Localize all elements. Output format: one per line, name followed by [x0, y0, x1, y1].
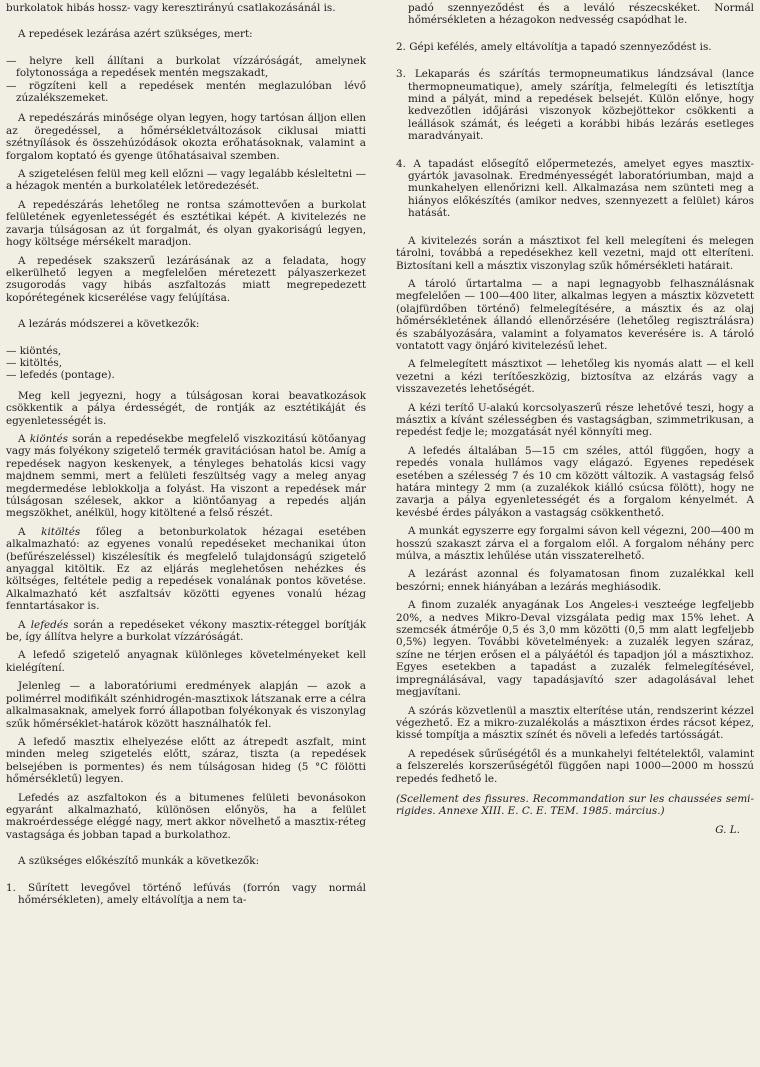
list-item: — helyre kell állítani a burkolat vízzáróságát, amelynek folytonossága a repedések mentén megszakadt, — [6, 54, 366, 80]
list-item: — lefedés (pontage). — [6, 369, 115, 382]
paragraph: burkolatok hibás hossz- vagy keresztirányú csatlakozásánál is. — [6, 2, 336, 14]
left-column — [6, 2, 366, 913]
list-item: — kitöltés, — [6, 356, 63, 369]
paragraph: A tároló űrtartalma — a napi legnagyobb felhasználásnak megfelelően — 100—400 liter, alkalmas legyen a másztix közvetett (olajfürdőben történő) felmelegítésére, a másztix és az olaj hőmérsékletének állandó ellenőrzésére (lehetőleg regisztrálásra) és szabályozására, valamint a folyamatos keverésére is. A tároló vontatott vagy önjáró kivitelezésű lehet. — [396, 277, 754, 352]
paragraph: A szórás közvetlenül a masztix elterítése után, rendszerint kézzel végezhető. Ez a mikro-zuzalékolás a másztixon érdes rácsot képez, kissé tompítja a másztix színét és növeli a lefedés tartósságát. — [396, 704, 754, 742]
list-item: — kiöntés, — [6, 344, 62, 357]
paragraph-kitoltes — [6, 526, 366, 613]
list-item-continued: padó szennyeződést és a leváló részecskéket. Normál hőmérsékleten a hézagokon nedvesség csapódhat le. — [408, 2, 754, 27]
source-citation: (Scellement des fissures. Recommandation sur les chaussées semi-rigides. Annexe XIII. E. C. E. TEM. 1985. március.) — [396, 792, 754, 818]
paragraph: A lezárás módszerei a következők: — [18, 318, 200, 331]
text: során a repedéseket vékony masztix-réteggel borítják be, így állítva helyre a burkolat vízzáróságát. — [6, 618, 367, 644]
author-signature: G. L. — [715, 823, 740, 836]
paragraph: A finom zuzalék anyagának Los Angeles-i veszteége legfeljebb 20%, a nedves Mikro-Deval vizsgálata pedig max 15% lehet. A szemcsék átmérője 0,5 és 3,0 mm közötti (0,5 mm alatt legfeljebb 0,5%) legyen. További követelmények: a zuzalék legyen száraz, színe ne térjen erősen el a pályáétól és tapadjon jól a másztixhoz. Egyes esetekben a tapadást a zuzalék felmelegítésével, impregnálásával, vagy tapadásjavító szer adagolásával lehet megjavítani. — [396, 599, 754, 699]
paragraph: A repedészárás minősége olyan legyen, hogy tartósan álljon ellen az öregedéssel, a hőmérsékletváltozások ciklusai miatti szétnyílások és összehúzódások okozta erőhatásoknak, valamint a forgalom koptató és gyenge ütőhatásaival szemben. — [6, 112, 366, 162]
paragraph: A repedések sűrűségétől és a munkahelyi feltételektől, valamint a felszerelés korszerűségétől függően napi 1000—2000 m hosszú repedés fedhető le. — [396, 747, 754, 785]
paragraph: A kivitelezés során a másztixot fel kell melegíteni és melegen tárolni, továbbá a repedésekhez kell vezetni, majd ott elteríteni. Biztosítani kell a másztix viszonylag szűk hőmérsékleti határait. — [396, 234, 754, 272]
paragraph: A lefedő masztix elhelyezése előtt az átrepedt aszfalt, mint minden meleg szigetelés előtt, száraz, tiszta (a repedések belsejében is pormentes) és nem túlságosan hideg (5 °C fölötti hőmérsékletű) legyen. — [6, 735, 366, 786]
paragraph: A felmelegített másztixot — lehetőleg kis nyomás alatt — el kell vezetni a kézi terítőeszközig, biztosítva az elzárás vagy a visszavezetés lehetőségét. — [396, 358, 754, 396]
list-item: 2. Gépi kefélés, amely eltávolítja a tapadó szennyeződést is. — [396, 40, 712, 53]
paragraph: A szigetelésen felül meg kell előzni — vagy legalább késleltetni — a hézagok mentén a burkolatélek letöredezését. — [6, 168, 366, 193]
paragraph: A lefedés általában 5—15 cm széles, attól függően, hogy a repedés vonala hullámos vagy elágazó. Egyenes repedések esetében a szélesség 7 és 10 cm között változik. A vastagság felső határa mintegy 2 mm (a zuzalékok kiálló csúcsa fölött), hogy ne zavarja a pálya egyenletességét és a forgalom kényelmét. A kevésbé érdes pályákon a vastagság csökkenthető. — [396, 444, 754, 519]
term-lefedes: lefedés — [30, 618, 69, 631]
text: során a repedésekbe megfelelő viszkozitású kötőanyag vagy más folyékony szigetelő termék gravitációsan hatol be. Amíg a repedések nagyon keskenyek, a tényleges behatolás kicsi vagy majdnem semmi, mert a felületi feszültség vagy a meleg anyag megdermedése leblokkolja a folyást. Ha viszont a repedések már túlságosan szélesek, akkor a kiöntőanyag a repedés alján megszökhet, anélkül, hogy kitöltené a felső részét. — [6, 432, 367, 520]
paragraph: A munkát egyszerre egy forgalmi sávon kell végezni, 200—400 m hosszú szakaszt zárva el a forgalom elől. A forgalom néhány perc múlva, a másztix lehűlése után visszaterelhető. — [396, 525, 754, 563]
paragraph: A kézi terítő U-alakú korcsolyaszerű része lehetővé teszi, hogy a másztix a kívánt szélességben és vastagságban, szimmetrikusan, a repedést fedje le; mozgatását nyél könnyíti meg. — [396, 401, 754, 439]
paragraph: A lezárást azonnal és folyamatosan finom zuzalékkal kell beszórni; ennek hiányában a lezárás meghiásodik. — [396, 568, 754, 593]
list-item: — rögzíteni kell a repedések mentén meglazulóban lévő zúzalékszemeket. — [6, 79, 366, 105]
list-item: 3. Lekaparás és szárítás termopneumatikus lándzsával (lance thermopneumatique), amely szárítja, felmelegíti és letisztítja mind a pályát, mind a repedések belsejét. Külön előnye, hogy kedvezőtlen időjárási viszonyok közbejöttekor csökkenti a leállások számát, és leégeti a korábbi hibás lezárás esetleges maradványait. — [396, 68, 754, 143]
text: A — [18, 432, 30, 445]
list-item: 1. Sűrített levegővel történő lefúvás (forrón vagy normál hőmérsékleten), amely eltávolítja a nem ta- — [6, 881, 366, 906]
paragraph: Lefedés az aszfaltokon és a bitumenes felületi bevonásokon egyaránt alkalmazható, különösen előnyös, ha a felület makroérdessége eléggé nagy, mert akkor növelhető a masztix-réteg vastagsága és jobban tapad a burkolathoz. — [6, 791, 366, 841]
paragraph: A repedések szakszerű lezárásának az a feladata, hogy elkerülhető legyen a megfelelően méretezett pályaszerkezet zsugorodás vagy hibás aszfaltozás miatt megrepedezett kopórétegének kicserélése vagy felújítása. — [6, 254, 366, 304]
term-kiontes: kiöntés — [29, 432, 68, 445]
text: A — [18, 618, 31, 631]
paragraph: A szükséges előkészítő munkák a következők: — [18, 855, 260, 868]
paragraph-kiontes — [6, 433, 366, 520]
list-item: 4. A tapadást elősegítő előpermetezés, amelyet egyes masztix-gyártók javasolnak. Eredményességét laboratóriumban, majd a munkahelyen ellenőrizni kell. Alkalmazása nem szünteti meg a hiányos előkészítés (amikor nedves, szennyezett a felület) káros hatását. — [396, 157, 754, 220]
paragraph-lefedes — [6, 619, 366, 644]
text: főleg a betonburkolatok hézagai esetében alkalmazható: az egyenes vonalú repedéseket mechanikai úton (befűrészeléssel) kiszélesítik és megfelelő tulajdonságú szigetelő anyaggal kitöltik. Ez az eljárás meglehetősen nehézkes és költséges, feltétele pedig a repedések vonalának pontos követése. Alkalmazható két aszfaltsáv közötti egyenes vonalú hézag fenntartásakor is. — [6, 525, 366, 613]
text: A — [18, 525, 42, 538]
right-column — [396, 2, 754, 836]
paragraph: A repedések lezárása azért szükséges, mert: — [18, 28, 253, 41]
paragraph: A lefedő szigetelő anyagnak különleges követelményeket kell kielégítení. — [6, 649, 366, 674]
paragraph: A repedészárás lehetőleg ne rontsa számottevően a burkolat felületének egyenletességét és esztétikai képét. A kivitelezés ne zavarja túlságosan az út forgalmát, és olyan gyakoriságú legyen, hogy költsége mérsékelt maradjon. — [6, 198, 366, 249]
paragraph: Jelenleg — a laboratóriumi eredmények alapján — azok a polimérrel modifikált szénhidrogén-masztixok látszanak erre a célra alkalmasaknak, amelyek forró állapotban folyékonyak és viszonylag szűk hőmérséklet-határok között használhatók fel. — [6, 680, 366, 730]
term-kitoltes: kitöltés — [41, 525, 81, 538]
paragraph: Meg kell jegyezni, hogy a túlságosan korai beavatkozások csökkentik a pálya érdességét, de rontják az esztétikáját és egyenletességét is. — [6, 389, 366, 427]
